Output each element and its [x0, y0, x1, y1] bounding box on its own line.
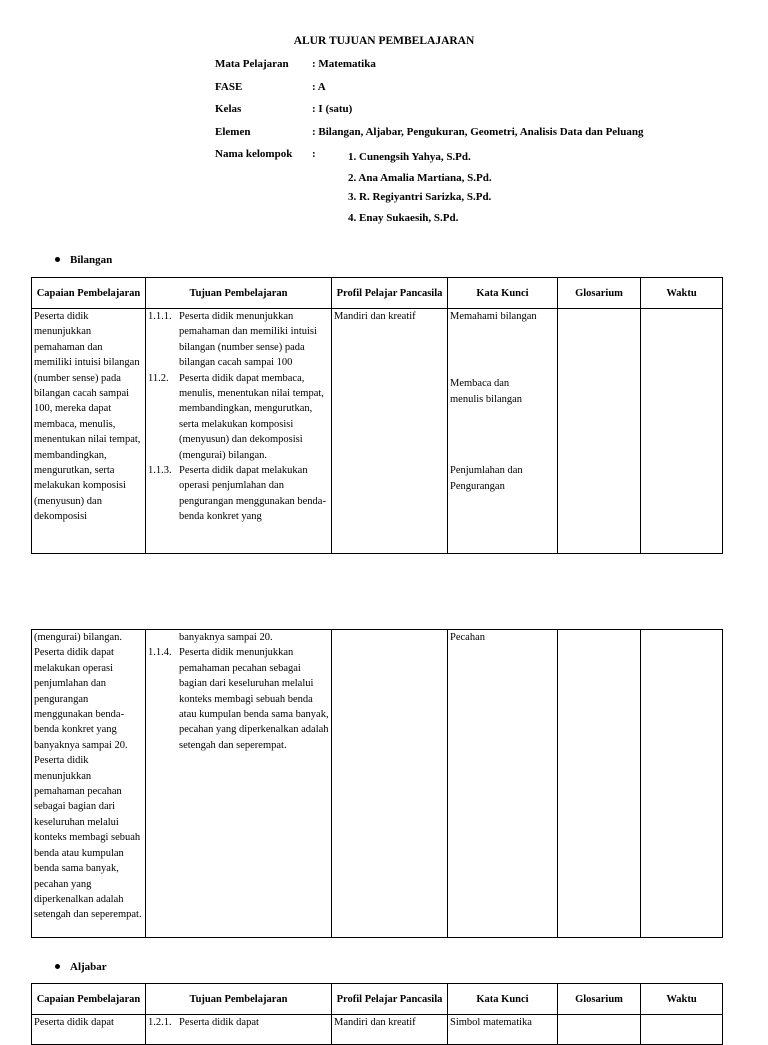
- header-glosarium: Glosarium: [558, 278, 641, 309]
- tp-item: [148, 371, 329, 463]
- header-glosarium: Glosarium: [558, 984, 641, 1015]
- cell-waktu: [641, 630, 723, 938]
- cell-waktu: [641, 309, 723, 554]
- spacer: [450, 324, 555, 376]
- member-item: 1. Cunengsih Yahya, S.Pd.: [348, 151, 471, 163]
- tp-text: Peserta didik menunjukkan pemahaman dan memiliki intuisi bilangan (number sense) pada bilangan cacah sampai 100: [179, 311, 317, 369]
- cell-profil: Mandiri dan kreatif: [332, 1015, 448, 1045]
- cell-profil: Mandiri dan kreatif: [332, 309, 448, 554]
- table-bilangan-page1: [31, 277, 723, 554]
- tp-number: 1.2.1.: [148, 1017, 172, 1028]
- meta-key: Mata Pelajaran: [215, 58, 289, 70]
- meta-key: FASE: [215, 80, 243, 93]
- tp-number: 1.1.4.: [148, 647, 172, 659]
- cell-waktu: [641, 1015, 723, 1045]
- tp-number: 1.1.3.: [148, 465, 172, 477]
- section-heading-aljabar: [55, 961, 107, 973]
- member-list: [348, 151, 492, 233]
- document-title: ALUR TUJUAN PEMBELAJARAN: [293, 35, 475, 47]
- meta-key: Nama kelompok: [215, 148, 293, 160]
- table-row: [32, 1015, 723, 1045]
- meta-value: : Bilangan, Aljabar, Pengukuran, Geometri, Analisis Data dan Peluang: [312, 125, 644, 138]
- table-row: [32, 309, 723, 554]
- header-profil: Profil Pelajar Pancasila: [332, 984, 448, 1015]
- tp-text: Peserta didik dapat membaca, menulis, menentukan nilai tempat, membandingkan, mengurutkan, serta melakukan komposisi (menyusun) dan dekomposisi (mengurai) bilangan.: [179, 372, 324, 461]
- bullet-icon: [55, 964, 60, 969]
- header-tujuan: Tujuan Pembelajaran: [146, 984, 332, 1015]
- header-kata-kunci: Kata Kunci: [448, 278, 558, 309]
- cell-glosarium: [558, 1015, 641, 1045]
- tp-item: [148, 645, 329, 753]
- section-heading-bilangan: [55, 254, 112, 266]
- table-bilangan-page2: [31, 629, 723, 938]
- cell-kata-kunci: Pecahan: [448, 630, 558, 938]
- capaian-text: (mengurai) bilangan. Peserta didik dapat melakukan operasi penjumlahan dan pengurangan menggunakan benda-benda konkret yang banyaknya sampai 20. Peserta didik menunjukkan pemahaman pecahan sebagai bagian dari keseluruhan melalui konteks membagi sebuah benda atau kumpulan benda sama banyak, pecahan yang diperkenalkan adalah setengah dan seperempat.: [34, 632, 142, 921]
- cell-tujuan: [146, 1015, 332, 1045]
- bullet-icon: [55, 257, 60, 262]
- table-row: [32, 630, 723, 938]
- cell-kata-kunci: Simbol matematika: [448, 1015, 558, 1045]
- meta-key: Kelas: [215, 103, 242, 115]
- header-waktu: Waktu: [641, 278, 723, 309]
- table-aljabar: [31, 983, 723, 1045]
- tp-text: Peserta didik dapat melakukan operasi penjumlahan dan pengurangan menggunakan benda-benda konkret yang: [179, 465, 326, 523]
- member-item: 2. Ana Amalia Martiana, S.Pd.: [348, 172, 492, 184]
- capaian-text: Peserta didik menunjukkan pemahaman dan memiliki intuisi bilangan (number sense) pada bilangan cacah sampai 100, mereka dapat membaca, menulis, menentukan nilai tempat, membandingkan, mengurutkan, serta melakukan komposisi (menyusun) dan dekomposisi: [34, 311, 141, 523]
- kata-kunci-item: Membaca dan menulis bilangan: [450, 378, 523, 405]
- header-tujuan: Tujuan Pembelajaran: [146, 278, 332, 309]
- table-header-row: [32, 278, 723, 309]
- meta-value: : A: [312, 80, 326, 93]
- cell-capaian: [32, 630, 146, 938]
- section-label: Bilangan: [70, 254, 113, 266]
- cell-tujuan: [146, 309, 332, 554]
- cell-glosarium: [558, 630, 641, 938]
- header-kata-kunci: Kata Kunci: [448, 984, 558, 1015]
- spacer: [450, 407, 555, 463]
- cell-tujuan: [146, 630, 332, 938]
- meta-value: : Matematika: [312, 58, 376, 70]
- tp-continuation: banyaknya sampai 20.: [179, 632, 273, 643]
- meta-key: Elemen: [215, 125, 251, 138]
- tp-number: 1.1.1.: [148, 311, 172, 322]
- header-capaian: Capaian Pembelajaran: [32, 984, 146, 1015]
- tp-text: Peserta didik dapat: [179, 1017, 259, 1028]
- meta-value: :: [312, 148, 316, 160]
- kata-kunci-item: Penjumlahan dan Pengurangan: [450, 465, 523, 492]
- section-label: Aljabar: [70, 961, 107, 973]
- tp-item: [148, 1015, 329, 1030]
- cell-capaian: Peserta didik dapat: [32, 1015, 146, 1045]
- member-item: 3. R. Regiyantri Sarizka, S.Pd.: [348, 191, 492, 203]
- cell-profil: [332, 630, 448, 938]
- header-capaian: Capaian Pembelajaran: [32, 278, 146, 309]
- member-item: 4. Enay Sukaesih, S.Pd.: [348, 212, 459, 224]
- header-waktu: Waktu: [641, 984, 723, 1015]
- cell-kata-kunci: [448, 309, 558, 554]
- tp-text: Peserta didik menunjukkan pemahaman pecahan sebagai bagian dari keseluruhan melalui konteks membagi sebuah benda atau kumpulan benda sama banyak, pecahan yang diperkenalkan adalah setengah dan seperempat.: [179, 647, 329, 751]
- cell-glosarium: [558, 309, 641, 554]
- meta-value: : I (satu): [312, 103, 353, 115]
- tp-item: [148, 309, 329, 371]
- table-header-row: [32, 984, 723, 1015]
- kata-kunci-item: Memahami bilangan: [450, 311, 537, 322]
- tp-item: [148, 463, 329, 525]
- tp-number: 11.2.: [148, 372, 169, 384]
- header-profil: Profil Pelajar Pancasila: [332, 278, 448, 309]
- cell-capaian: [32, 309, 146, 554]
